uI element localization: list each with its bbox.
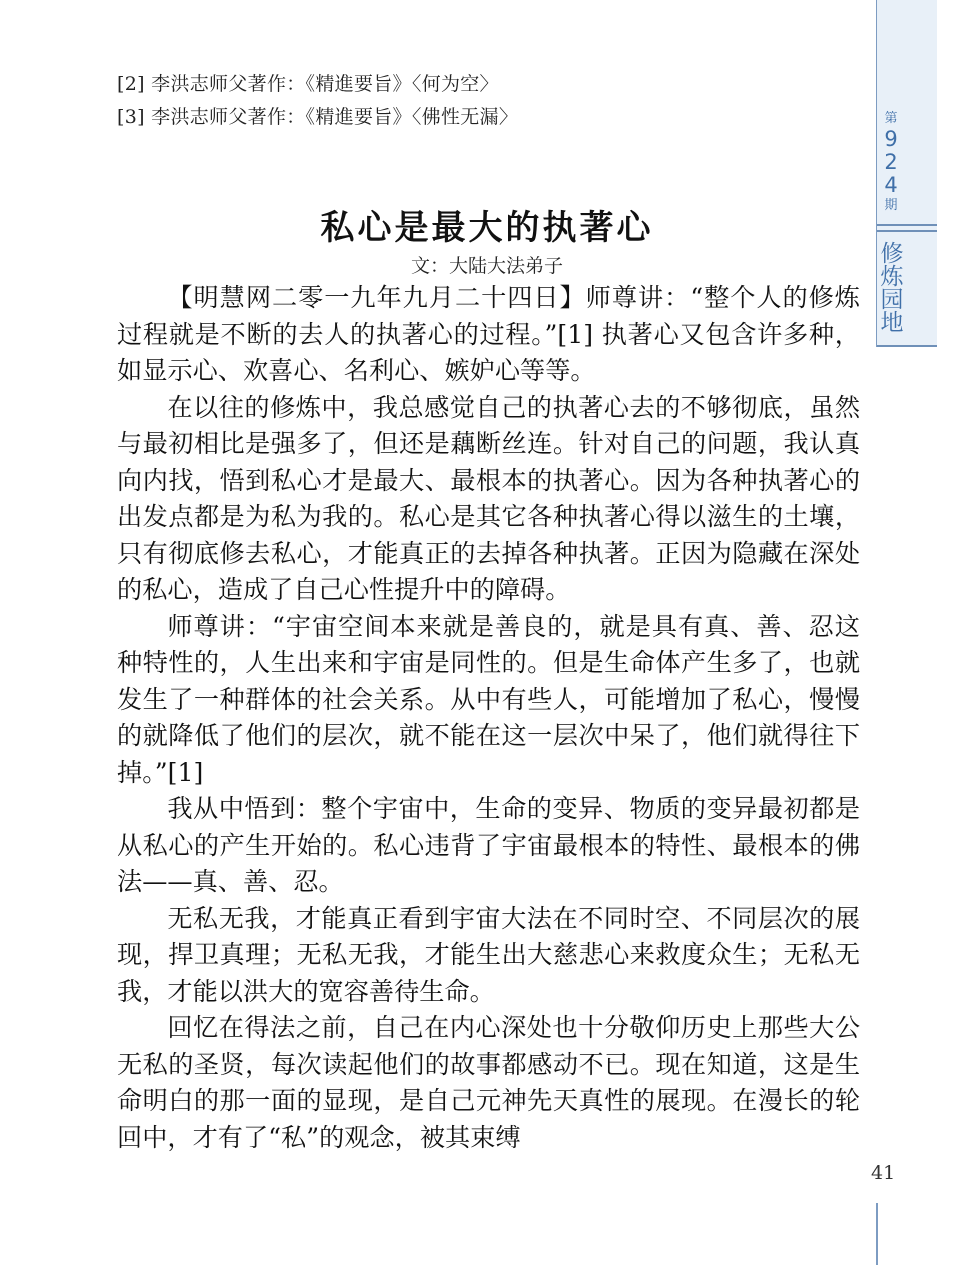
divider-line (877, 224, 937, 226)
side-rule (876, 1203, 878, 1265)
divider-line (877, 230, 937, 232)
paragraph-4: 我从中悟到：整个宇宙中，生命的变异、物质的变异最初都是从私心的产生开始的。私心违背了宇宙最根本的特性、最根本的佛法——真、善、忍。 (117, 794, 860, 896)
paragraph-6: 回忆在得法之前，自己在内心深处也十分敬仰历史上那些大公无私的圣贤，每次读起他们的故事都感动不已。现在知道，这是生命明白的那一面的显现，是自己元神先天真性的展现。在漫长的轮回中，才有了“私”的观念，被其束缚 (117, 1013, 860, 1152)
issue-digit-2: 2 (884, 150, 898, 174)
divider-line (877, 345, 937, 347)
paragraph-1: 【明慧网二零一九年九月二十四日】师尊讲：“整个人的修炼过程就是不断的去人的执著心的过程。”[1] 执著心又包含许多种，如显示心、欢喜心、名利心、嫉妒心等等。 (117, 283, 860, 385)
paragraph-5: 无私无我，才能真正看到宇宙大法在不同时空、不同层次的展现，捍卫真理；无私无我，才能生出大慈悲心来救度众生；无私无我，才能以洪大的宽容善待生命。 (117, 903, 860, 1006)
column-char: 修 (880, 241, 904, 267)
issue-prefix: 第 (884, 111, 898, 126)
column-char: 地 (880, 310, 904, 336)
column-char: 炼 (880, 264, 904, 290)
reference-3: [3] 李洪志师父著作：《精進要旨》〈佛性无漏〉 (117, 106, 519, 128)
references (117, 68, 857, 134)
issue-digit-3: 4 (884, 173, 898, 197)
article-title: 私心是最大的执著心 (320, 208, 654, 248)
article-body (117, 280, 860, 1156)
column-char: 园 (880, 287, 904, 313)
issue-suffix: 期 (884, 198, 898, 213)
paragraph-2: 在以往的修炼中，我总感觉自己的执著心去的不够彻底，虽然与最初相比是强多了，但还是藕断丝连。针对自己的问题，我认真向内找，悟到私心才是最大、最根本的执著心。因为各种执著心的出发点都是为私为我的。私心是其它各种执著心得以滋生的土壤，只有彻底修去私心，才能真正的去掉各种执著。正因为隐藏在深处的私心，造成了自己心性提升中的障碍。 (117, 392, 860, 604)
article-author: 文：大陆大法弟子 (410, 255, 563, 277)
page-number: 41 (871, 1162, 896, 1184)
paragraph-3: 师尊讲：“宇宙空间本来就是善良的，就是具有真、善、忍这种特性的，人生出来和宇宙是同性的。但是生命体产生多了，也就发生了一种群体的社会关系。从中有些人，可能增加了私心，慢慢的就降低了他们的层次，就不能在这一层次中呆了，他们就得往下掉。”[1] (117, 611, 860, 787)
issue-digit-1: 9 (884, 127, 898, 151)
reference-2: [2] 李洪志师父著作：《精進要旨》〈何为空〉 (117, 73, 499, 95)
column-name (877, 243, 907, 335)
issue-number (877, 110, 905, 215)
sidebar-band (876, 0, 937, 347)
